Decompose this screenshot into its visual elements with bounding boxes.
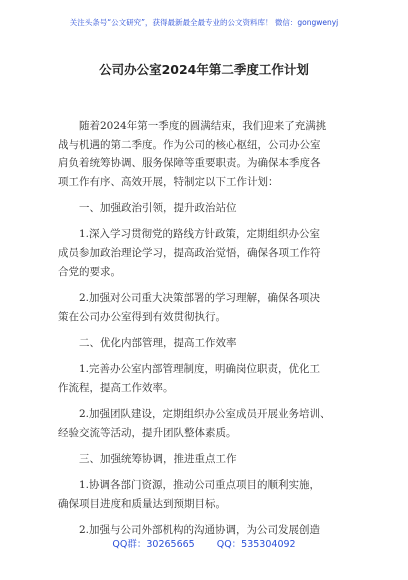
body-line: 经验交流等活动，提升团队整体素质。 <box>58 426 237 439</box>
body-line: 确保项目进度和质量达到预期目标。 <box>58 497 226 510</box>
section-heading: 三、加强统筹协调，推进重点工作 <box>79 452 237 465</box>
document-body <box>58 117 350 540</box>
contact-footer <box>0 536 408 550</box>
body-line: 战与机遇的第二季度。作为公司的核心枢纽，公司办公室 <box>58 138 321 151</box>
body-line: 作流程，提高工作效率。 <box>58 381 174 394</box>
body-line: 2.加强团队建设，定期组织办公室成员开展业务培训、 <box>79 407 331 420</box>
body-line: 随着2024年第一季度的圆满结束，我们迎来了充满挑 <box>79 120 327 132</box>
document-title: 公司办公室2024年第二季度工作计划 <box>99 62 309 77</box>
qq-number: QQ：535304092 <box>216 539 296 550</box>
body-line: 1.协调各部门资源，推动公司重点项目的顺利实施， <box>79 479 321 491</box>
body-line: 1.完善办公室内部管理制度，明确岗位职责，优化工 <box>79 363 321 376</box>
promo-banner: 关注头条号“公文研究”，获得最新最全最专业的公文资料库！ 微信：gongwenyj <box>69 18 339 27</box>
body-line: 肩负着统筹协调、服务保障等重要职责。为确保本季度各 <box>58 157 321 170</box>
body-line: 2.加强对公司重大决策部署的学习理解，确保各项决 <box>79 292 321 304</box>
body-line: 成员参加政治理论学习，提高政治觉悟，确保各项工作符 <box>58 247 321 260</box>
body-line: 2.加强与公司外部机构的沟通协调，为公司发展创造 <box>79 523 321 536</box>
body-line: 合党的要求。 <box>58 265 121 278</box>
section-heading: 二、优化内部管理，提高工作效率 <box>79 336 237 349</box>
qq-group-number: QQ群：30265665 <box>112 539 195 550</box>
body-line: 项工作有序、高效开展，特制定以下工作计划： <box>58 176 279 189</box>
section-heading: 一、加强政治引领，提升政治站位 <box>79 202 237 215</box>
body-line: 策在公司办公室得到有效贯彻执行。 <box>58 310 226 323</box>
body-line: 1.深入学习贯彻党的路线方针政策，定期组织办公室 <box>79 228 321 241</box>
